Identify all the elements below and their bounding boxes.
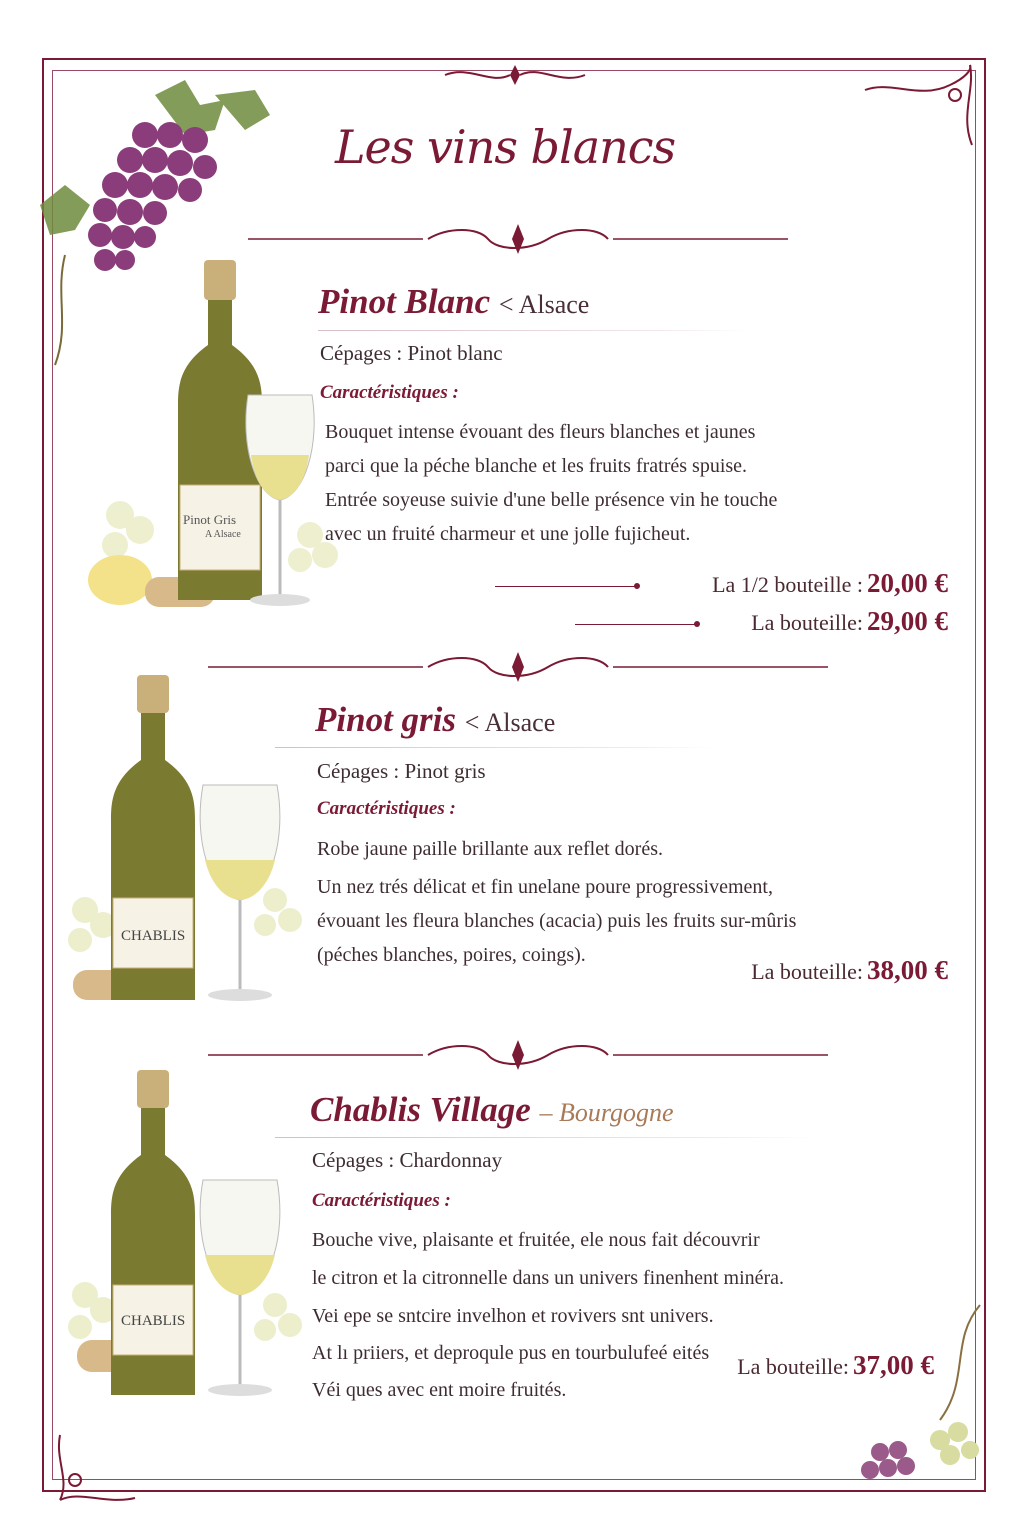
title-divider-icon [248,222,788,256]
wine-name-text: Pinot Blanc [318,282,491,321]
price-amount: 37,00 € [853,1350,934,1380]
bottom-left-corner-flourish-icon [50,1430,140,1510]
price-leader-line [575,624,695,625]
bottle-label-text: Pinot Gris [183,512,237,527]
wine-name-underline [275,747,715,748]
cepages-text: Cépages : Pinot gris [317,759,486,783]
bottle-label-subtext: A Alsace [205,529,241,540]
bottle-label-text: CHABLIS [121,1313,186,1329]
description-line: Véi ques avec ent moire fruités. [312,1379,567,1401]
cepages-text: Cépages : Pinot blanc [320,341,503,365]
description-line: Robe jaune paille brillante aux reflet dorés. [317,838,663,860]
top-center-flourish-icon [440,60,590,90]
price-label: La bouteille: [751,610,863,635]
description-line: Bouquet intense évouant des fleurs blanches et jaunes [325,421,756,443]
price-bottle [751,955,948,986]
caracteristiques-label: Caractéristiques : [317,798,456,819]
price-amount: 20,00 € [867,568,948,598]
wine-bottle-glass-illustration-icon [80,255,340,635]
price-amount: 29,00 € [867,606,948,636]
price-half-bottle [712,568,948,599]
description-line: le citron et la citronnelle dans un univers finenhent minéra. [312,1267,785,1289]
wine-name-text: Pinot gris [315,700,457,739]
price-label: La bouteille: [737,1354,849,1379]
grape-vine-corner-icon [830,1300,1000,1490]
description-line: parci que la péche blanche et les fruits fratrés spuise. [325,455,748,477]
description-line: avec un fruité charmeur et une jolle fujicheut. [325,523,691,545]
description-line: Entrée soyeuse suivie d'une belle présence vin he touche [325,489,778,511]
price-bottle [751,606,948,637]
wine-region: < Alsace [464,708,556,737]
wine-name-underline [275,1137,815,1138]
wine-name-underline [318,330,748,331]
description-line: Bouche vive, plaisante et fruitée, ele nous fait découvrir [312,1229,760,1251]
description-line: Un nez trés délicat et fin unelane poure progressivement, [317,876,773,898]
price-bottle [737,1350,934,1381]
wine-name [310,1090,674,1130]
page-title: Les vins blancs [335,120,676,174]
description-line: évouant les fleura blanches (acacia) puis les fruits sur-mûris [317,910,797,932]
price-label: La bouteille: [751,959,863,984]
wine-name [318,282,589,322]
wine-bottle-glass-illustration-icon [65,1065,315,1415]
top-right-corner-flourish-icon [860,60,980,150]
price-amount: 38,00 € [867,955,948,985]
wine-name-text: Chablis Village [310,1090,531,1129]
wine-bottle-glass-illustration-icon [65,670,315,1020]
description-line: Vei epe se sntcire invelhon et rovivers snt univers. [312,1305,714,1327]
price-leader-line [495,586,635,587]
wine-name [315,700,555,740]
caracteristiques-label: Caractéristiques : [312,1190,451,1211]
description-line: At lı priiers, et deproqule pus en tourbulufeé eités [312,1342,710,1364]
price-leader-dot-icon [634,583,640,589]
bottle-label-text: CHABLIS [121,928,186,944]
wine-region: – Bourgogne [539,1098,674,1127]
price-label: La 1/2 bouteille : [712,572,863,597]
caracteristiques-label: Caractéristiques : [320,382,459,403]
wine-region: < Alsace [498,290,590,319]
price-leader-dot-icon [694,621,700,627]
cepages-text: Cépages : Chardonnay [312,1148,503,1172]
description-line: (péches blanches, poires, coings). [317,944,586,966]
